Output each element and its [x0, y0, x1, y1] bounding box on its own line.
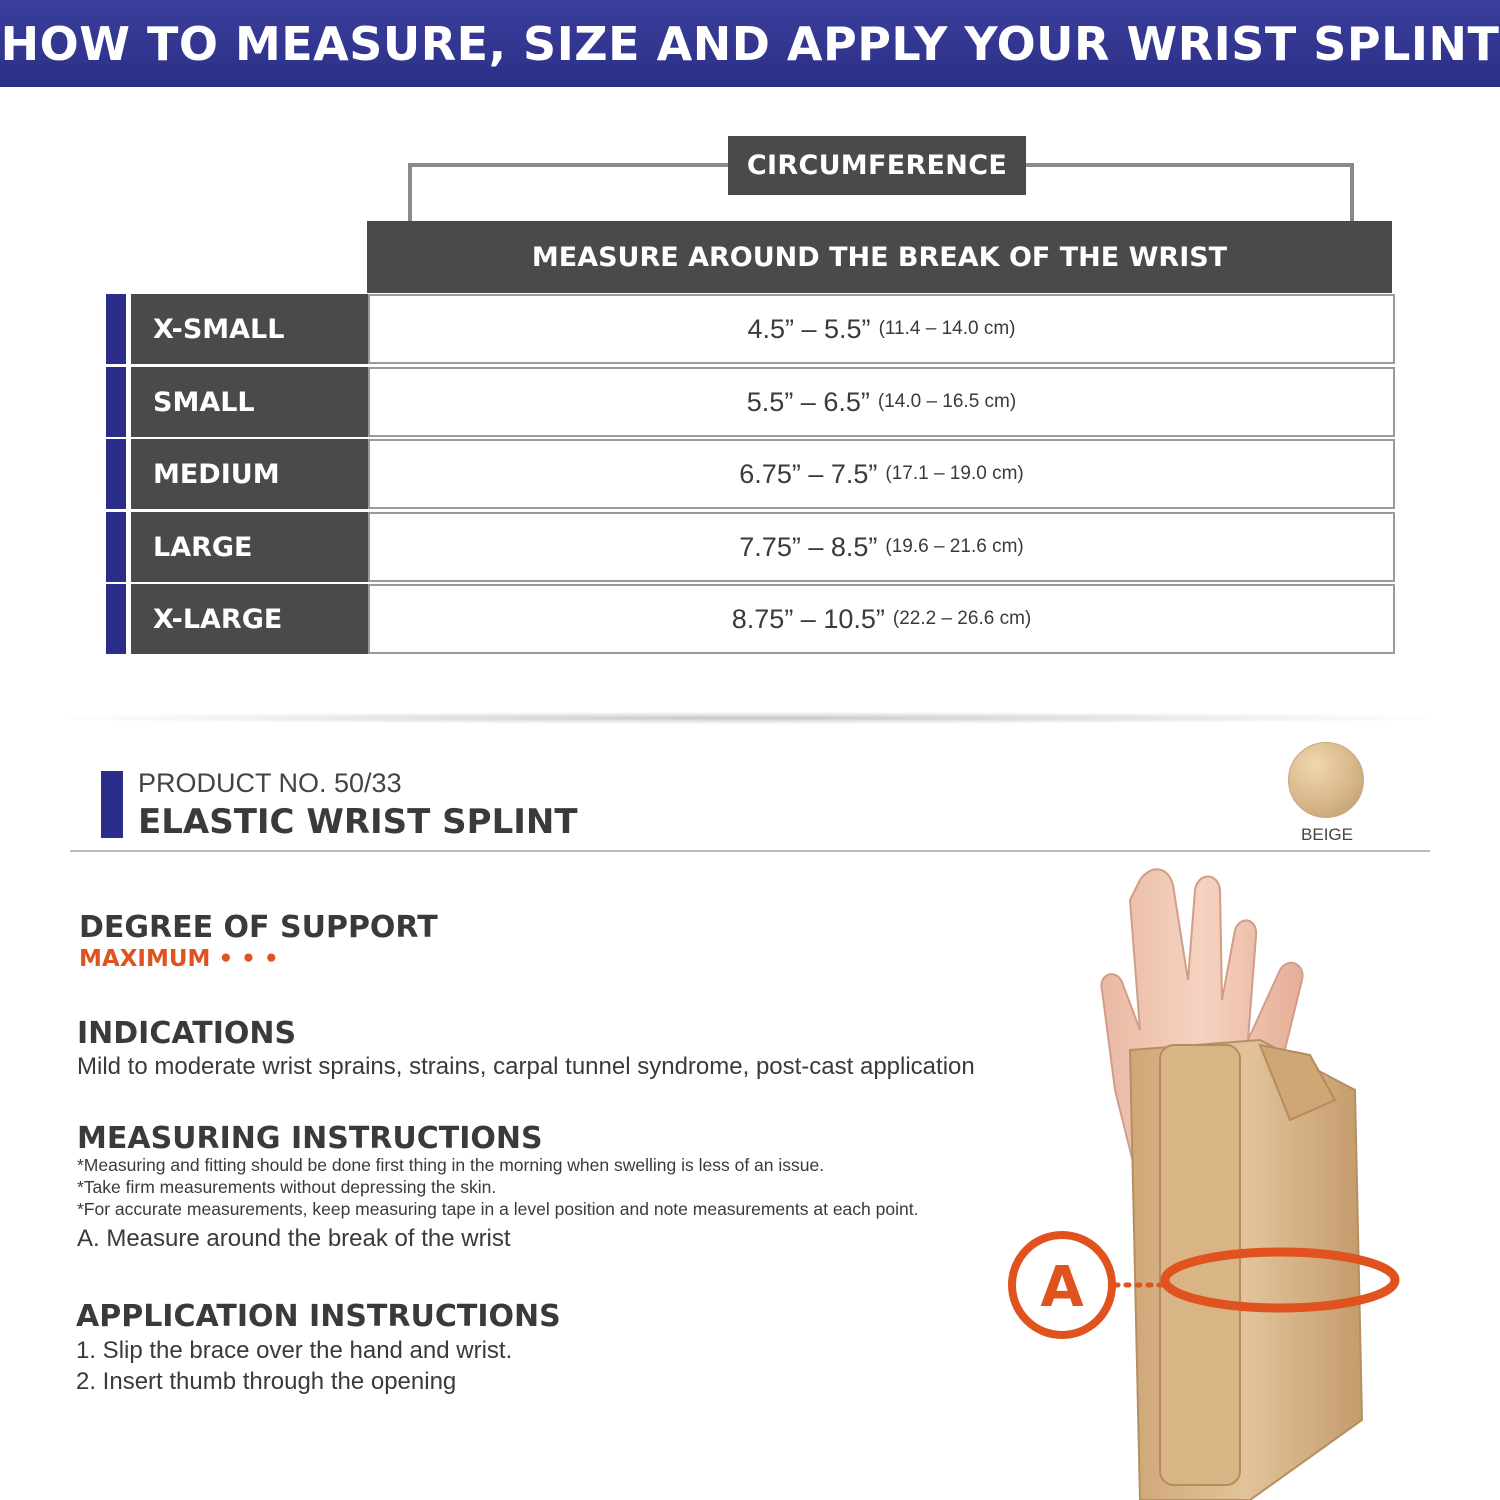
size-range: [368, 512, 1395, 582]
support-title: DEGREE OF SUPPORT: [79, 910, 438, 945]
measuring-title: MEASURING INSTRUCTIONS: [77, 1121, 543, 1156]
range-inches: 4.5” – 5.5”: [747, 313, 871, 344]
measuring-note: *For accurate measurements, keep measuring tape in a level position and note measurements at each point.: [77, 1199, 919, 1219]
circumference-label: CIRCUMFERENCE: [728, 136, 1026, 195]
marker-a-icon: [1012, 1235, 1112, 1335]
support-level: MAXIMUM • • •: [79, 946, 279, 972]
color-label: BEIGE: [1301, 825, 1353, 844]
size-row: [106, 512, 1396, 582]
size-name: SMALL: [131, 367, 470, 437]
size-range: [368, 584, 1395, 654]
row-accent-bar: [106, 584, 126, 654]
size-range: [368, 439, 1395, 509]
application-step: 2. Insert thumb through the opening: [76, 1368, 457, 1395]
indications-title: INDICATIONS: [77, 1016, 297, 1051]
product-name: ELASTIC WRIST SPLINT: [138, 802, 578, 842]
splint-brace-icon: [1130, 1040, 1362, 1500]
indications-text: Mild to moderate wrist sprains, strains, carpal tunnel syndrome, post-cast application: [77, 1053, 975, 1080]
product-number: PRODUCT NO. 50/33: [138, 768, 402, 798]
range-inches: 8.75” – 10.5”: [731, 603, 885, 634]
measuring-note: *Measuring and fitting should be done first thing in the morning when swelling is less of an issue.: [77, 1155, 825, 1175]
range-cm: (11.4 – 14.0 cm): [878, 318, 1016, 339]
size-range: [368, 294, 1395, 364]
application-title: APPLICATION INSTRUCTIONS: [76, 1299, 561, 1334]
measuring-note: *Take firm measurements without depressing the skin.: [77, 1177, 497, 1197]
size-row: [106, 584, 1396, 654]
color-swatch: [1288, 742, 1364, 818]
size-row: [106, 367, 1396, 437]
range-cm: (17.1 – 19.0 cm): [885, 463, 1024, 484]
size-name: X-SMALL: [131, 294, 470, 364]
range-cm: (19.6 – 21.6 cm): [885, 536, 1024, 557]
range-cm: (22.2 – 26.6 cm): [892, 608, 1032, 629]
range-inches: 5.5” – 6.5”: [746, 386, 870, 417]
measuring-step-a: A. Measure around the break of the wrist: [77, 1225, 511, 1252]
range-cm: (14.0 – 16.5 cm): [877, 391, 1017, 412]
size-name: LARGE: [131, 512, 470, 582]
measure-header: MEASURE AROUND THE BREAK OF THE WRIST: [367, 221, 1392, 293]
section-divider: [70, 712, 1430, 724]
row-accent-bar: [106, 439, 126, 509]
size-name: MEDIUM: [131, 439, 470, 509]
product-rule: [70, 850, 1430, 852]
header-banner: [0, 0, 1500, 87]
size-range: [368, 367, 1395, 437]
row-accent-bar: [106, 367, 126, 437]
range-inches: 6.75” – 7.5”: [739, 458, 878, 489]
application-step: 1. Slip the brace over the hand and wrist.: [76, 1337, 513, 1364]
size-row: [106, 294, 1396, 364]
size-name: X-LARGE: [131, 584, 470, 654]
size-row: [106, 439, 1396, 509]
page-title: HOW TO MEASURE, SIZE AND APPLY YOUR WRIST SPLINT: [0, 16, 1500, 71]
wrist-splint-illustration: [990, 860, 1420, 1500]
row-accent-bar: [106, 294, 126, 364]
row-accent-bar: [106, 512, 126, 582]
marker-letter: A: [1040, 1255, 1084, 1320]
product-accent-bar: [101, 771, 123, 838]
range-inches: 7.75” – 8.5”: [739, 531, 878, 562]
